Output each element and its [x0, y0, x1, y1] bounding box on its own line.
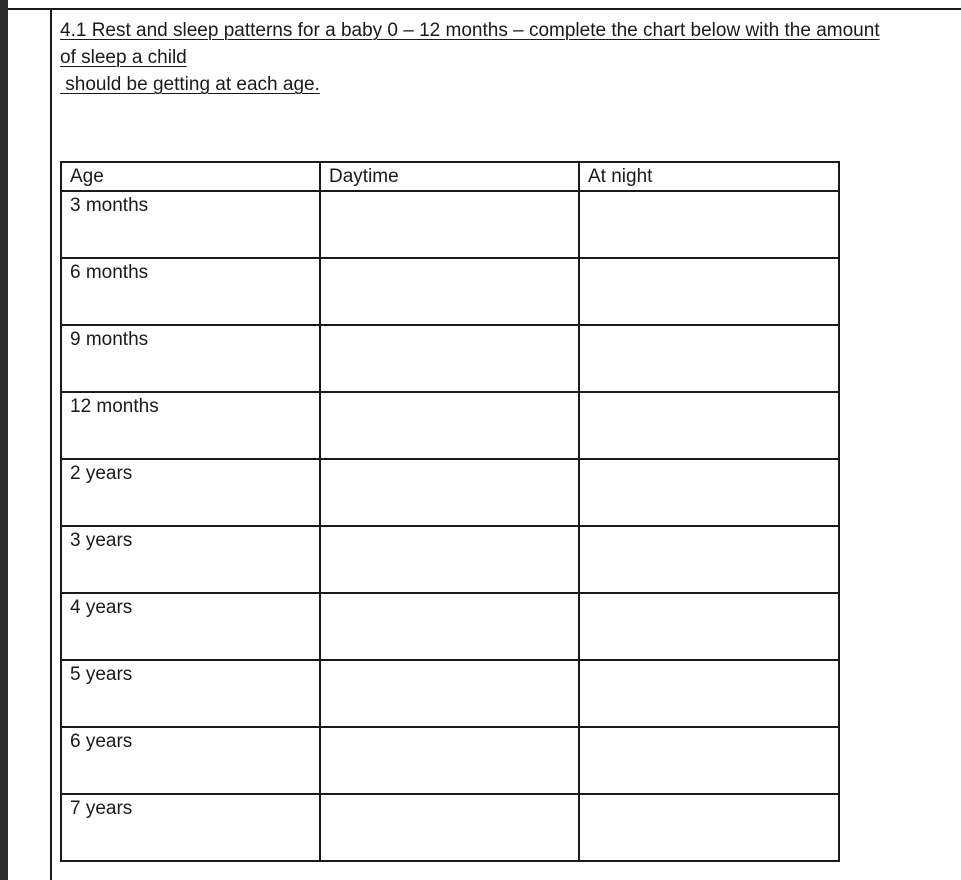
night-cell[interactable]: [579, 794, 839, 861]
daytime-cell[interactable]: [320, 593, 579, 660]
age-cell: 9 months: [61, 325, 320, 392]
heading-line-1: 4.1 Rest and sleep patterns for a baby 0 – 12 months – complete the chart below with the amount: [60, 20, 880, 41]
sleep-chart-table: [60, 161, 840, 862]
age-cell: 3 years: [61, 526, 320, 593]
heading-line-3: should be getting at each age.: [60, 74, 320, 95]
night-cell[interactable]: [579, 191, 839, 258]
daytime-cell[interactable]: [320, 325, 579, 392]
document-page: [8, 0, 961, 880]
night-cell[interactable]: [579, 258, 839, 325]
age-cell: 4 years: [61, 593, 320, 660]
daytime-cell[interactable]: [320, 727, 579, 794]
table-row: [61, 325, 839, 392]
table-row: [61, 258, 839, 325]
age-cell: 6 months: [61, 258, 320, 325]
night-cell[interactable]: [579, 325, 839, 392]
column-header-daytime: Daytime: [320, 162, 579, 191]
column-header-at-night: At night: [579, 162, 839, 191]
table-row: [61, 526, 839, 593]
age-cell: 12 months: [61, 392, 320, 459]
column-header-age: Age: [61, 162, 320, 191]
night-cell[interactable]: [579, 526, 839, 593]
table-row: [61, 191, 839, 258]
age-cell: 7 years: [61, 794, 320, 861]
task-heading: [60, 17, 960, 98]
night-cell[interactable]: [579, 660, 839, 727]
page-top-rule: [8, 8, 961, 10]
daytime-cell[interactable]: [320, 794, 579, 861]
daytime-cell[interactable]: [320, 191, 579, 258]
table-row: [61, 593, 839, 660]
table-row: [61, 794, 839, 861]
window-left-edge: [0, 0, 8, 880]
table-header-row: [61, 162, 839, 191]
age-cell: 6 years: [61, 727, 320, 794]
heading-line-2: of sleep a child: [60, 47, 187, 68]
daytime-cell[interactable]: [320, 526, 579, 593]
table-row: [61, 392, 839, 459]
daytime-cell[interactable]: [320, 660, 579, 727]
daytime-cell[interactable]: [320, 258, 579, 325]
night-cell[interactable]: [579, 392, 839, 459]
night-cell[interactable]: [579, 593, 839, 660]
table-row: [61, 459, 839, 526]
age-cell: 3 months: [61, 191, 320, 258]
page-margin-rule: [50, 9, 52, 880]
table-row: [61, 727, 839, 794]
daytime-cell[interactable]: [320, 392, 579, 459]
night-cell[interactable]: [579, 727, 839, 794]
age-cell: 2 years: [61, 459, 320, 526]
night-cell[interactable]: [579, 459, 839, 526]
daytime-cell[interactable]: [320, 459, 579, 526]
table-row: [61, 660, 839, 727]
age-cell: 5 years: [61, 660, 320, 727]
